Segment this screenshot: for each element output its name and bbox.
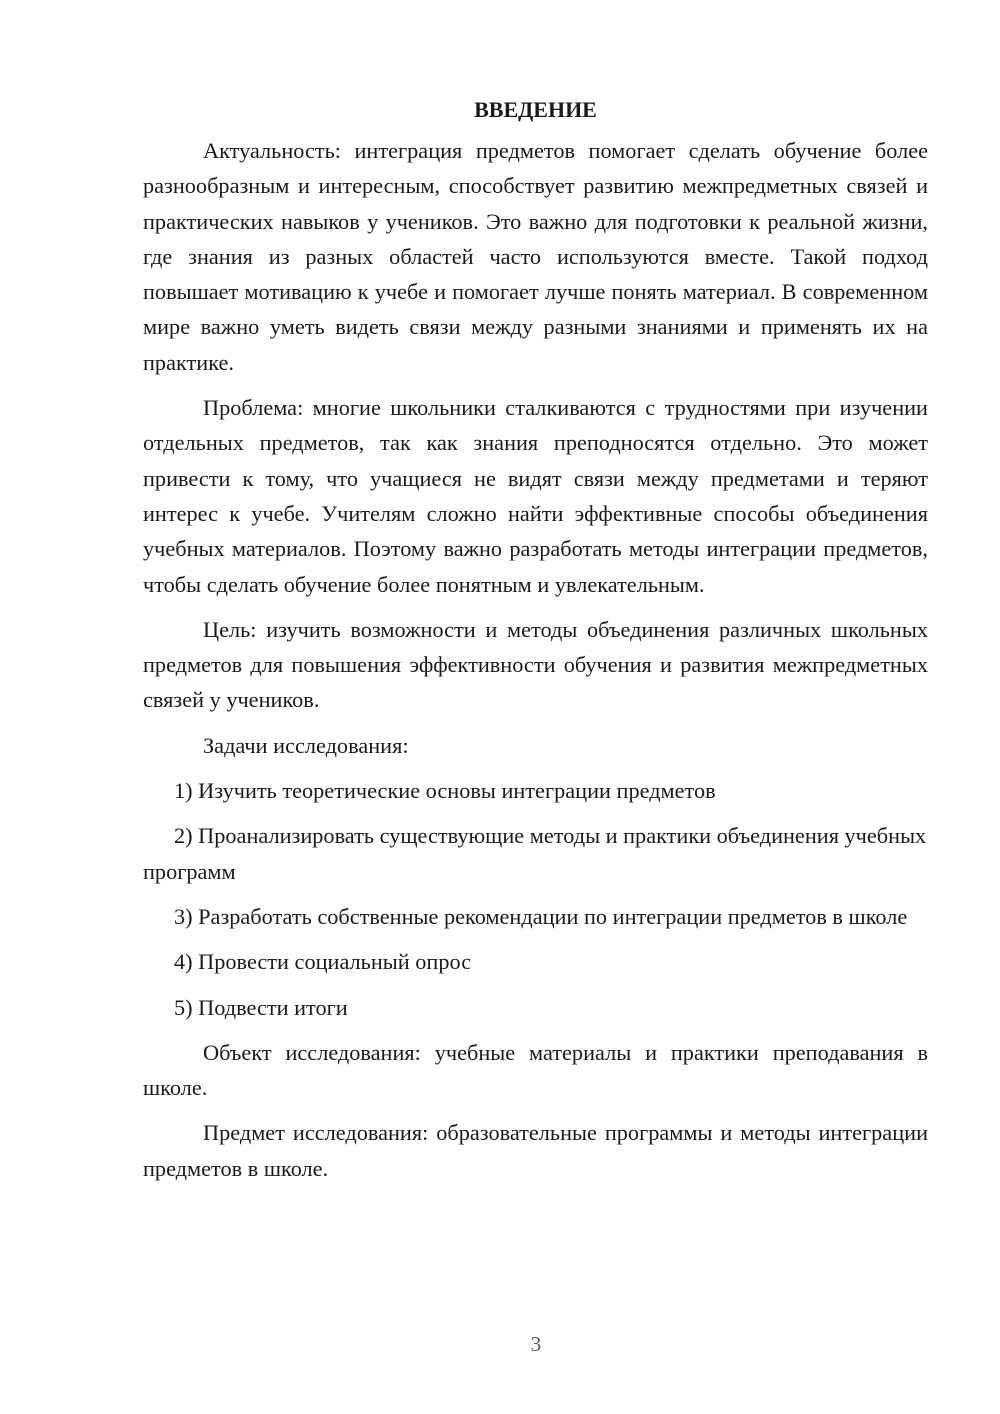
- task-item-3: 3) Разработать собственные рекомендации по интеграции предметов в школе: [174, 903, 908, 929]
- tasks-heading: Задачи исследования:: [203, 732, 409, 758]
- goal-paragraph: Цель: изучить возможности и методы объединения различных школьных предметов для повышения эффективности обучения и развития межпредметных связей у учеников.: [143, 616, 928, 713]
- subject-paragraph: Предмет исследования: образовательные программы и методы интеграции предметов в школе.: [143, 1120, 928, 1181]
- problem-paragraph: Проблема: многие школьники сталкиваются с трудностями при изучении отдельных предметов, так как знания преподносятся отдельно. Это может привести к тому, что учащиеся не видят связи между предметами и теряют интерес к учебе. Учителям сложно найти эффективные способы объединения учебных материалов. Поэтому важно разработать методы интеграции предметов, чтобы сделать обучение более понятным и увлекательным.: [143, 395, 928, 597]
- task-item-1: 1) Изучить теоретические основы интеграции предметов: [174, 778, 716, 804]
- relevance-paragraph: Актуальность: интеграция предметов помогает сделать обучение более разнообразным и интересным, способствует развитию межпредметных связей и практических навыков у учеников. Это важно для подготовки к реальной жизни, где знания из разных областей часто используются вместе. Такой подход повышает мотивацию к учебе и помогает лучше понять материал. В современном мире важно уметь видеть связи между разными знаниями и применять их на практике.: [143, 138, 928, 375]
- page-title: ВВЕДЕНИЕ: [474, 97, 597, 122]
- page-content: [143, 92, 928, 1196]
- object-paragraph: Объект исследования: учебные материалы и практики преподавания в школе.: [143, 1039, 928, 1101]
- task-item-5: 5) Подвести итоги: [174, 994, 348, 1020]
- page-number: 3: [530, 1332, 542, 1356]
- task-item-2: 2) Проанализировать существующие методы и практики объединения учебных программ: [143, 823, 927, 884]
- task-item-4: 4) Провести социальный опрос: [174, 949, 472, 975]
